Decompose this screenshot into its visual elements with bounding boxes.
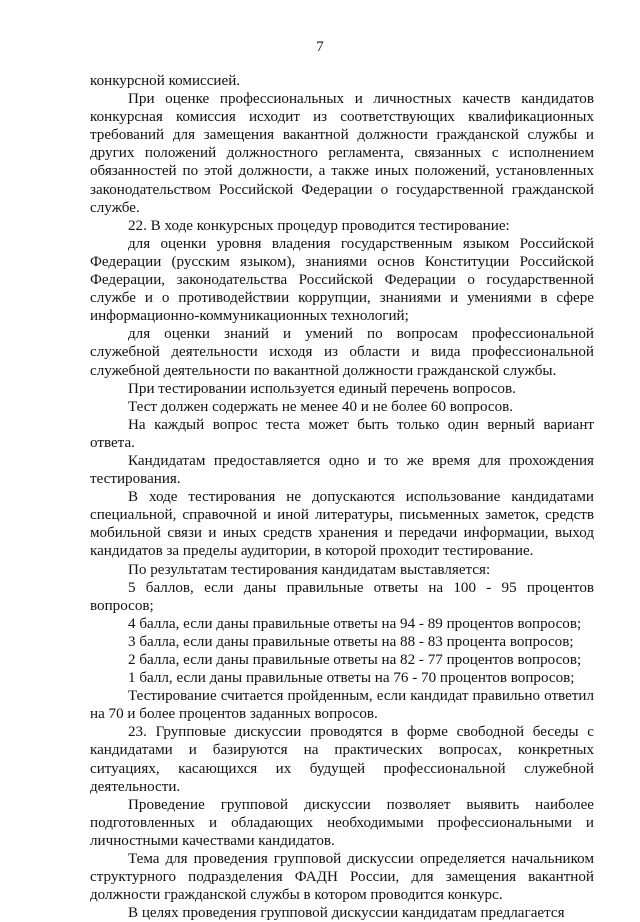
paragraph: По результатам тестирования кандидатам выставляется: — [128, 561, 491, 578]
page-number: 7 — [316, 39, 324, 55]
paragraph: Кандидатам предоставляется одно и то же время для прохождения тестирования. — [90, 452, 594, 488]
paragraph: для оценки уровня владения государственным языком Российской Федерации (русским языком), знаниями основ Конституции Российской Федерации, законодательства Российской Федерации о государственной службе и о противодействии коррупции, знаниями и умениями в сфере информационно-коммуникационных технологий; — [90, 235, 594, 325]
paragraph: Тестирование считается пройденным, если кандидат правильно ответил на 70 и более процентов заданных вопросов. — [90, 688, 594, 723]
paragraph: 1 балл, если даны правильные ответы на 76 - 70 процентов вопросов; — [128, 670, 575, 687]
paragraph: 22. В ходе конкурсных процедур проводится тестирование: — [128, 217, 510, 234]
paragraph: При тестировании используется единый перечень вопросов. — [128, 380, 516, 397]
paragraph: 4 балла, если даны правильные ответы на 94 - 89 процентов вопросов; — [128, 615, 582, 632]
paragraph: 5 баллов, если даны правильные ответы на 100 - 95 процентов вопросов; — [90, 579, 594, 614]
paragraph: 3 балла, если даны правильные ответы на 88 - 83 процента вопросов; — [128, 633, 574, 650]
paragraph: Проведение групповой дискуссии позволяет выявить наиболее подготовленных и обладающих необходимыми профессиональными и личностными качествами кандидатов. — [90, 796, 594, 849]
paragraph: В ходе тестирования не допускаются использование кандидатами специальной, справочной и иной литературы, письменных заметок, средств мобильной связи и иных средств хранения и передачи информации, выход кандидатов за пределы аудитории, в которой проходит тестирование. — [90, 489, 594, 560]
paragraph: Тема для проведения групповой дискуссии определяется начальником структурного подразделения ФАДН России, для замещения вакантной должности гражданской службы в котором проводится конкурс. — [90, 851, 594, 904]
document-body — [90, 72, 594, 922]
paragraph: На каждый вопрос теста может быть только один верный вариант ответа. — [90, 416, 594, 451]
paragraph: для оценки знаний и умений по вопросам профессиональной служебной деятельности исходя из области и вида профессиональной служебной деятельности по вакантной должности гражданской службы. — [90, 326, 594, 379]
paragraph: 2 балла, если даны правильные ответы на 82 - 77 процентов вопросов; — [128, 652, 582, 668]
paragraph: Тест должен содержать не менее 40 и не более 60 вопросов. — [128, 398, 514, 415]
paragraph: В целях проведения групповой дискуссии кандидатам предлагается — [128, 905, 565, 922]
paragraph: конкурсной комиссией. — [90, 73, 241, 89]
paragraph: 23. Групповые дискуссии проводятся в форме свободной беседы с кандидатами и базируются на практических вопросах, конкретных ситуациях, касающихся их будущей профессиональной служебной деятельности. — [90, 724, 594, 795]
paragraph: При оценке профессиональных и личностных качеств кандидатов конкурсная комиссия исходит из соответствующих квалификационных требований для замещения вакантной должности гражданской службы и других положений должностного регламента, связанных с исполнением обязанностей по этой должности, а также иных положений, установленных законодательством Российской Федерации о государственной гражданской службе. — [90, 91, 594, 216]
